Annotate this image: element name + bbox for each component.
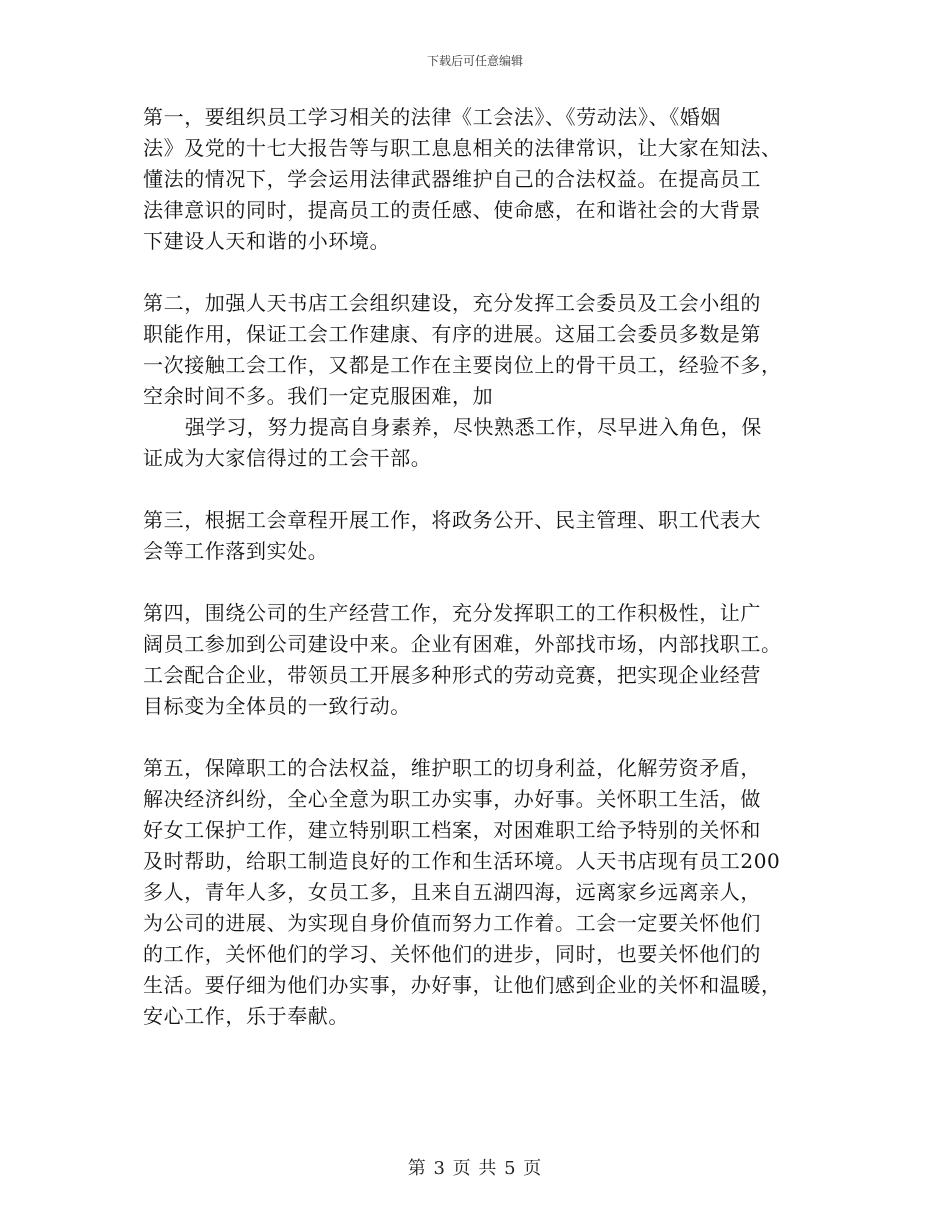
text-line: 职能作用，保证工会工作建康、有序的进展。这届工会委员多数是第	[143, 322, 761, 346]
text-line: 为公司的进展、为实现自身价值而努力工作着。工会一定要关怀他们	[143, 911, 761, 935]
text-line: 法》及党的十七大报告等与职工息息相关的法律常识，让大家在知法、	[143, 136, 782, 160]
text-line: 多人，青年人多，女员工多，且来自五湖四海，远离家乡远离亲人，	[143, 880, 761, 904]
text-line: 证成为大家信得过的工会干部。	[143, 446, 432, 470]
paragraph-second	[143, 288, 803, 474]
page-header: 下载后可任意编辑	[426, 54, 523, 68]
paragraph-fourth	[143, 598, 803, 722]
text-line: 下建设人天和谐的小环境。	[143, 229, 391, 253]
text-line: 第四，围绕公司的生产经营工作，充分发挥职工的工作积极性，让广	[143, 601, 761, 625]
text-line: 第二，加强人天书店工会组织建设，充分发挥工会委员及工会小组的	[143, 291, 761, 315]
paragraph-first	[143, 102, 803, 257]
text-line: 好女工保护工作，建立特别职工档案，对困难职工给予特别的关怀和	[143, 818, 761, 842]
paragraph-fifth	[143, 753, 803, 1032]
text-line: 法律意识的同时，提高员工的责任感、使命感，在和谐社会的大背景	[143, 198, 761, 222]
text-line: 第三，根据工会章程开展工作，将政务公开、民主管理、职工代表大	[143, 508, 761, 532]
text-line: 的工作，关怀他们的学习、关怀他们的进步，同时，也要关怀他们的	[143, 942, 761, 966]
text-line: 懂法的情况下，学会运用法律武器维护自己的合法权益。在提高员工	[143, 167, 761, 191]
document-body	[143, 102, 803, 1063]
paragraph-third	[143, 505, 803, 567]
text-line: 生活。要仔细为他们办实事，办好事，让他们感到企业的关怀和温暖，	[143, 973, 782, 997]
text-line: 一次接触工会工作，又都是工作在主要岗位上的骨干员工，经验不多，	[143, 353, 782, 377]
text-line: 会等工作落到实处。	[143, 539, 329, 563]
text-line: 安心工作，乐于奉献。	[143, 1004, 349, 1028]
text-line: 强学习，努力提高自身素养，尽快熟悉工作，尽早进入角色，保	[185, 415, 762, 439]
text-line: 工会配合企业，带领员工开展多种形式的劳动竞赛，把实现企业经营	[143, 663, 761, 687]
text-line: 空余时间不多。我们一定克服困难，加	[143, 384, 494, 408]
text-line: 第一，要组织员工学习相关的法律《工会法》、《劳动法》、《婚姻	[143, 105, 721, 129]
text-line: 解决经济纠纷，全心全意为职工办实事，办好事。关怀职工生活，做	[143, 787, 761, 811]
page-number: 第 3 页 共 5 页	[407, 1158, 543, 1179]
text-line: 目标变为全体员的一致行动。	[143, 694, 411, 718]
text-line: 及时帮助，给职工制造良好的工作和生活环境。人天书店现有员工200	[143, 849, 781, 873]
text-line: 阔员工参加到公司建设中来。企业有困难，外部找市场，内部找职工。	[143, 632, 782, 656]
text-line: 第五，保障职工的合法权益，维护职工的切身利益，化解劳资矛盾，	[143, 756, 761, 780]
